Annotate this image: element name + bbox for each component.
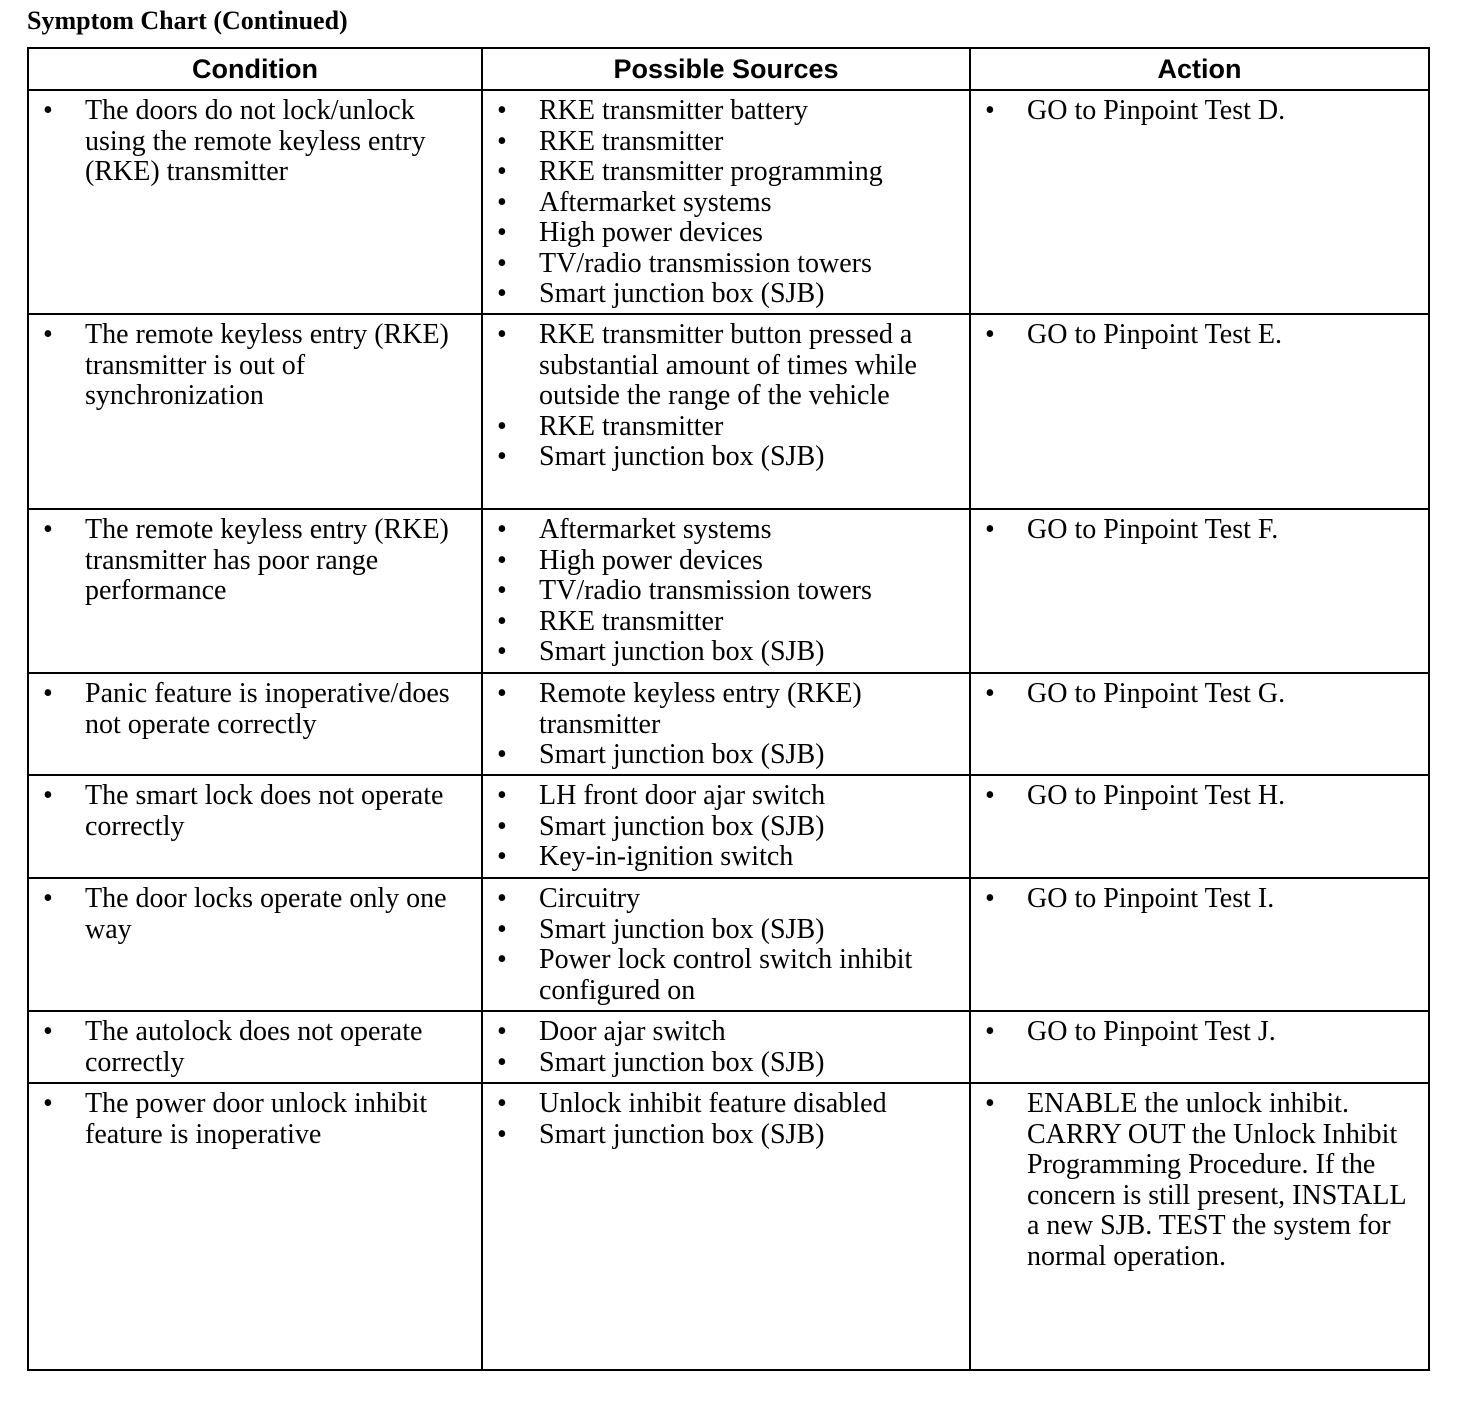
table-row xyxy=(28,90,1429,314)
possible-sources-cell xyxy=(482,775,970,878)
action-cell xyxy=(970,775,1429,878)
list-item: • The power door unlock inhibit feature is inoperative xyxy=(29,1089,481,1150)
list-item: • Circuitry xyxy=(483,884,969,915)
header-action: Action xyxy=(970,48,1429,90)
table-row xyxy=(28,314,1429,509)
bullet-list xyxy=(971,515,1428,546)
bullet-list xyxy=(29,781,481,842)
bullet-list xyxy=(29,320,481,412)
condition-cell xyxy=(28,1011,482,1083)
possible-sources-cell xyxy=(482,1011,970,1083)
list-item: • Panic feature is inoperative/does not operate correctly xyxy=(29,679,481,740)
bullet-list xyxy=(483,96,969,310)
list-item: • TV/radio transmission towers xyxy=(483,249,969,280)
bullet-list xyxy=(483,781,969,873)
table-row xyxy=(28,673,1429,775)
list-item: • Aftermarket systems xyxy=(483,188,969,219)
list-item: • The remote keyless entry (RKE) transmitter has poor range performance xyxy=(29,515,481,607)
list-item: • The doors do not lock/unlock using the remote keyless entry (RKE) transmitter xyxy=(29,96,481,188)
header-condition: Condition xyxy=(28,48,482,90)
list-item: • GO to Pinpoint Test E. xyxy=(971,320,1428,351)
possible-sources-cell xyxy=(482,1083,970,1370)
bullet-list xyxy=(483,515,969,668)
list-item: • High power devices xyxy=(483,546,969,577)
bullet-list xyxy=(29,679,481,740)
list-item: • RKE transmitter xyxy=(483,607,969,638)
list-item: • GO to Pinpoint Test F. xyxy=(971,515,1428,546)
list-item: • RKE transmitter xyxy=(483,127,969,158)
list-item: • Smart junction box (SJB) xyxy=(483,279,969,310)
list-item: • Aftermarket systems xyxy=(483,515,969,546)
bullet-list xyxy=(29,1089,481,1150)
list-item: • The smart lock does not operate correctly xyxy=(29,781,481,842)
action-cell xyxy=(970,90,1429,314)
list-item: • Smart junction box (SJB) xyxy=(483,637,969,668)
table-row xyxy=(28,775,1429,878)
action-cell xyxy=(970,878,1429,1011)
bullet-list xyxy=(971,320,1428,351)
bullet-list xyxy=(29,96,481,188)
list-item: • Unlock inhibit feature disabled xyxy=(483,1089,969,1120)
possible-sources-cell xyxy=(482,878,970,1011)
header-possible-sources: Possible Sources xyxy=(482,48,970,90)
condition-cell xyxy=(28,509,482,673)
bullet-list xyxy=(483,884,969,1006)
bullet-list xyxy=(971,679,1428,710)
table-row xyxy=(28,1083,1429,1370)
list-item: • Smart junction box (SJB) xyxy=(483,915,969,946)
list-item: • Remote keyless entry (RKE) transmitter xyxy=(483,679,969,740)
condition-cell xyxy=(28,90,482,314)
list-item: • Smart junction box (SJB) xyxy=(483,812,969,843)
list-item: • LH front door ajar switch xyxy=(483,781,969,812)
possible-sources-cell xyxy=(482,314,970,509)
header-row xyxy=(28,48,1429,90)
bullet-list xyxy=(971,96,1428,127)
bullet-list xyxy=(971,1089,1428,1272)
list-item: • GO to Pinpoint Test D. xyxy=(971,96,1428,127)
table-row xyxy=(28,509,1429,673)
possible-sources-cell xyxy=(482,90,970,314)
bullet-list xyxy=(483,320,969,473)
condition-cell xyxy=(28,314,482,509)
bullet-list xyxy=(971,884,1428,915)
action-cell xyxy=(970,314,1429,509)
condition-cell xyxy=(28,1083,482,1370)
list-item: • Smart junction box (SJB) xyxy=(483,740,969,771)
list-item: • ENABLE the unlock inhibit. CARRY OUT the Unlock Inhibit Programming Procedure. If the concern is still present, INSTALL a new SJB. TEST the system for normal operation. xyxy=(971,1089,1428,1272)
bullet-list xyxy=(29,884,481,945)
action-cell xyxy=(970,673,1429,775)
list-item: • RKE transmitter button pressed a substantial amount of times while outside the range of the vehicle xyxy=(483,320,969,412)
list-item: • Key-in-ignition switch xyxy=(483,842,969,873)
list-item: • Power lock control switch inhibit configured on xyxy=(483,945,969,1006)
condition-cell xyxy=(28,775,482,878)
table-row xyxy=(28,878,1429,1011)
table-row xyxy=(28,1011,1429,1083)
bullet-list xyxy=(483,679,969,771)
list-item: • Smart junction box (SJB) xyxy=(483,1048,969,1079)
list-item: • The autolock does not operate correctly xyxy=(29,1017,481,1078)
page-title: Symptom Chart (Continued) xyxy=(27,6,348,35)
bullet-list xyxy=(483,1017,969,1078)
list-item: • The remote keyless entry (RKE) transmitter is out of synchronization xyxy=(29,320,481,412)
action-cell xyxy=(970,1011,1429,1083)
possible-sources-cell xyxy=(482,673,970,775)
list-item: • RKE transmitter xyxy=(483,412,969,443)
list-item: • Door ajar switch xyxy=(483,1017,969,1048)
bullet-list xyxy=(29,1017,481,1078)
list-item: • GO to Pinpoint Test G. xyxy=(971,679,1428,710)
condition-cell xyxy=(28,673,482,775)
bullet-list xyxy=(971,781,1428,812)
list-item: • GO to Pinpoint Test J. xyxy=(971,1017,1428,1048)
list-item: • RKE transmitter programming xyxy=(483,157,969,188)
list-item: • GO to Pinpoint Test I. xyxy=(971,884,1428,915)
symptom-chart-table xyxy=(27,47,1430,1371)
action-cell xyxy=(970,509,1429,673)
bullet-list xyxy=(29,515,481,607)
bullet-list xyxy=(483,1089,969,1150)
list-item: • GO to Pinpoint Test H. xyxy=(971,781,1428,812)
list-item: • High power devices xyxy=(483,218,969,249)
list-item: • RKE transmitter battery xyxy=(483,96,969,127)
list-item: • TV/radio transmission towers xyxy=(483,576,969,607)
list-item: • The door locks operate only one way xyxy=(29,884,481,945)
list-item: • Smart junction box (SJB) xyxy=(483,442,969,473)
list-item: • Smart junction box (SJB) xyxy=(483,1120,969,1151)
bullet-list xyxy=(971,1017,1428,1048)
action-cell xyxy=(970,1083,1429,1370)
possible-sources-cell xyxy=(482,509,970,673)
condition-cell xyxy=(28,878,482,1011)
